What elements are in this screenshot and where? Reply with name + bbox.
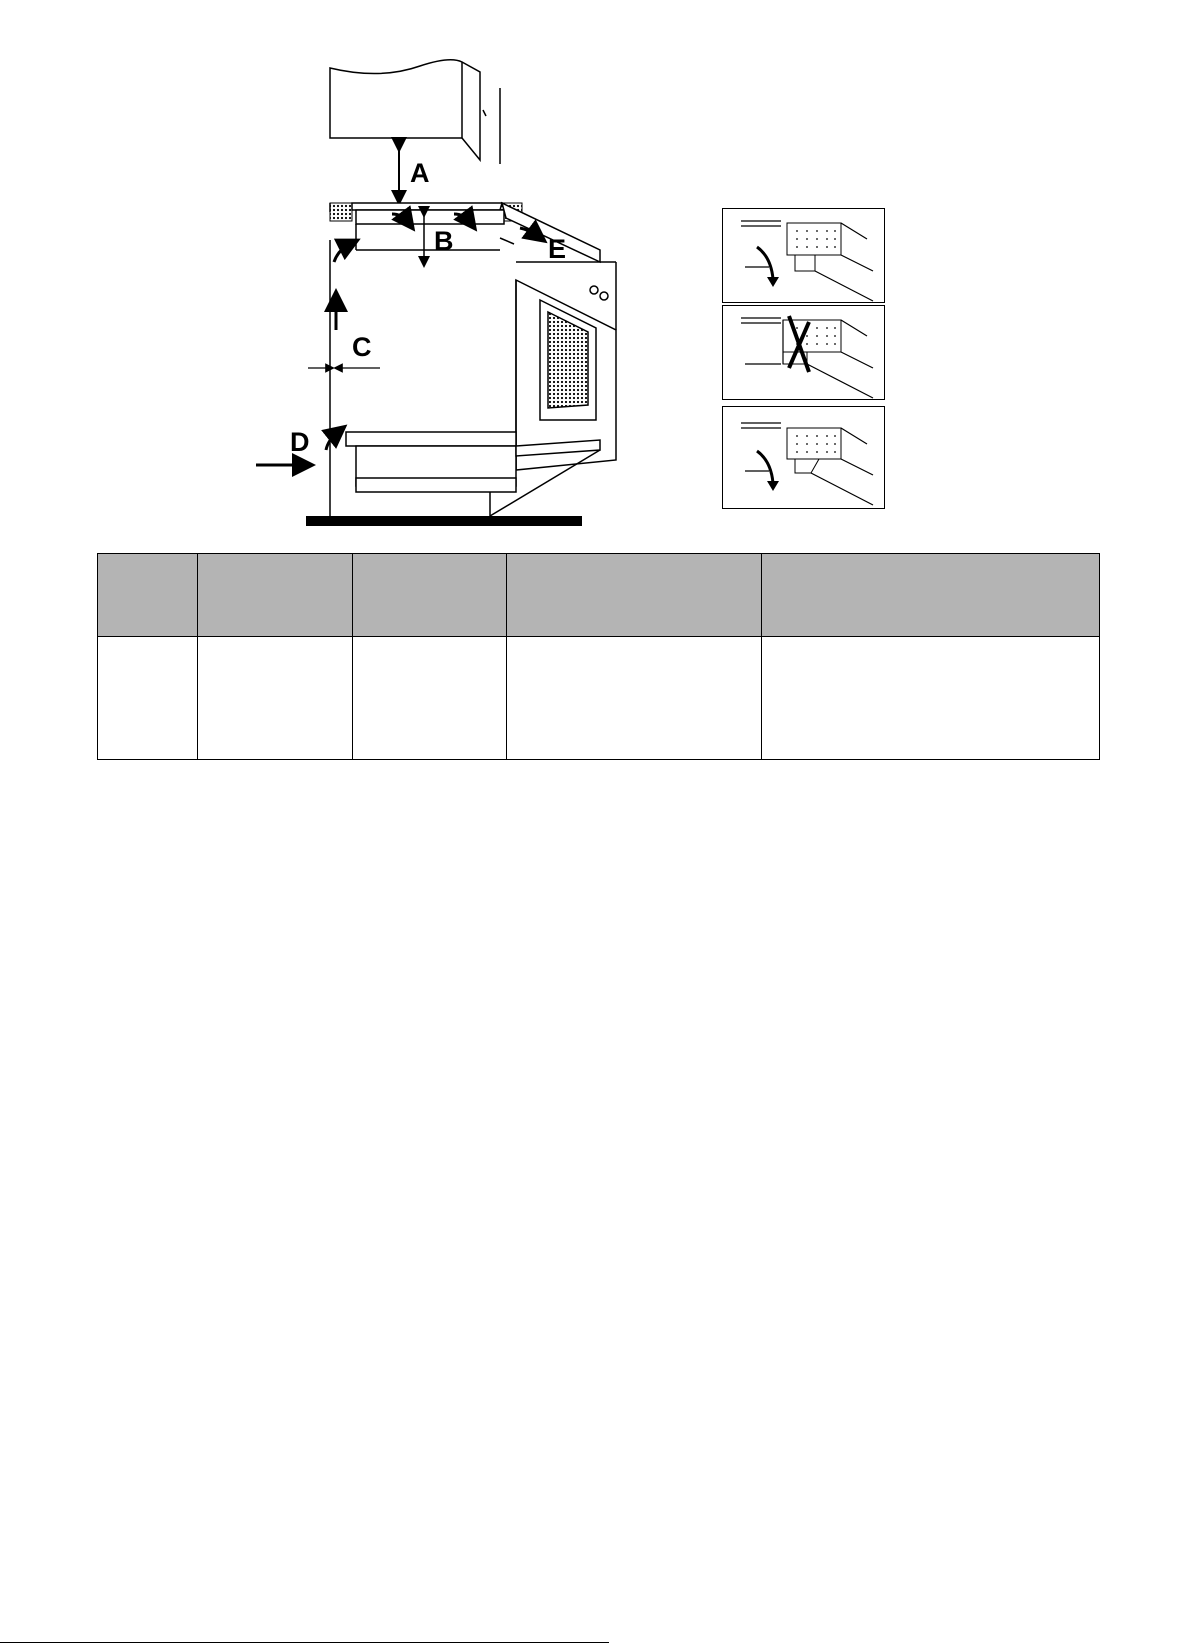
ventilation-detail-correct-2 xyxy=(722,406,885,509)
table-row xyxy=(98,637,1100,760)
wall-cabinet xyxy=(330,60,500,164)
ventilation-detail-incorrect xyxy=(722,305,885,400)
table-header-cell xyxy=(353,554,507,637)
table-header-cell xyxy=(98,554,198,637)
ventilation-detail-correct-1 xyxy=(722,208,885,303)
table-header-cell xyxy=(198,554,353,637)
label-a: A xyxy=(410,158,430,188)
label-c: C xyxy=(352,332,372,362)
table-cell xyxy=(198,637,353,760)
footer-rule xyxy=(0,1642,609,1643)
clearance-table xyxy=(97,553,1100,760)
floor-base xyxy=(306,516,582,526)
label-d: D xyxy=(290,427,310,457)
table-cell xyxy=(353,637,507,760)
table-cell xyxy=(98,637,198,760)
label-b: B xyxy=(434,226,454,256)
table-header-row xyxy=(98,554,1100,637)
cooker-body xyxy=(516,262,616,470)
table-header-cell xyxy=(507,554,762,637)
installation-clearance-diagram xyxy=(0,0,1191,540)
table-cell xyxy=(507,637,762,760)
table-header-cell xyxy=(762,554,1100,637)
table-cell xyxy=(762,637,1100,760)
label-e: E xyxy=(548,234,567,264)
plinth-drawers xyxy=(346,432,600,516)
